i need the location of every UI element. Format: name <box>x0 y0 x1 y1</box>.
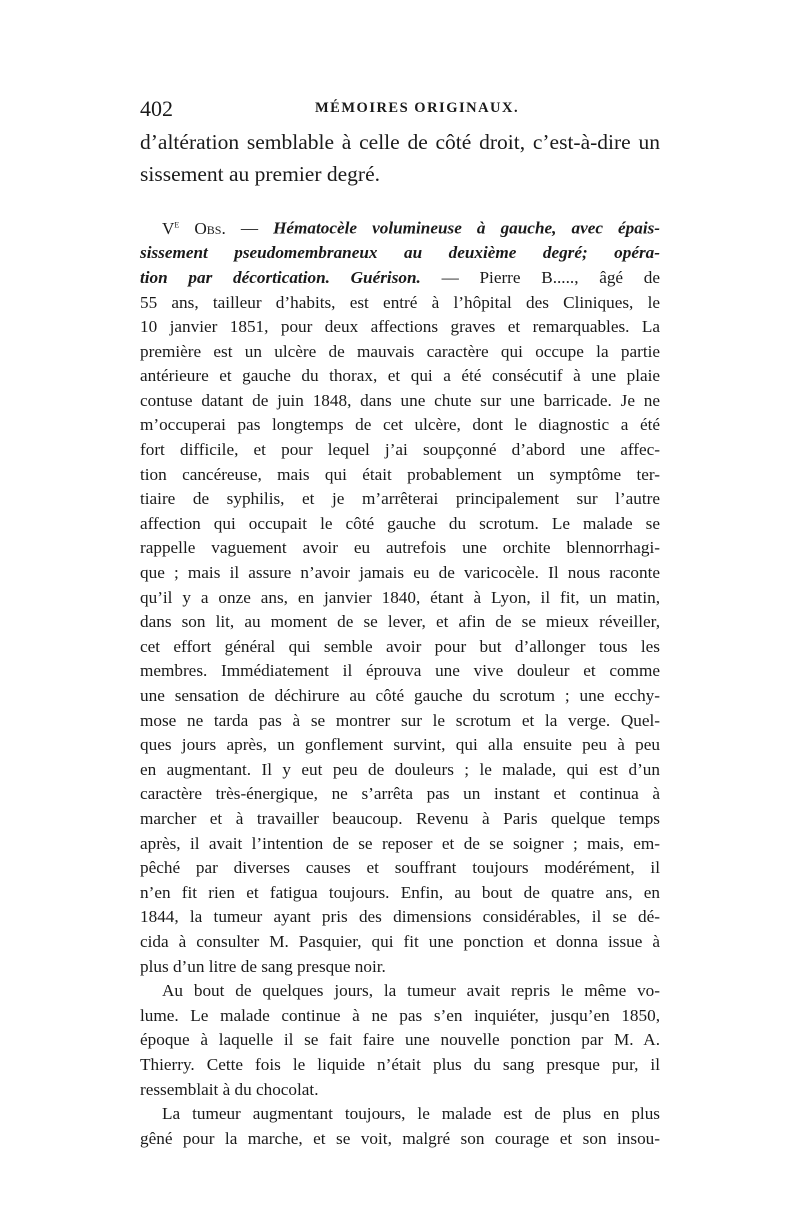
text-line: que ; mais il assure n’avoir jamais eu de varicocèle. Il nous raconte <box>140 563 660 583</box>
text-line: caractère très-énergique, ne s’arrêta pas un instant et continua à <box>140 784 660 804</box>
text-line: ques jours après, un gonflement survint, qui alla ensuite peu à peu <box>140 735 660 755</box>
running-title: MÉMOIRES ORIGINAUX. <box>315 100 520 116</box>
text-line: 10 janvier 1851, pour deux affections graves et remarquables. La <box>140 317 660 337</box>
observation-heading-line <box>140 241 660 266</box>
text-line: antérieure et gauche du thorax, et qui a été consécutif à une plaie <box>140 366 660 386</box>
observation-heading-line <box>140 266 660 291</box>
text-line: La tumeur augmentant toujours, le malade est de plus en plus <box>162 1104 660 1124</box>
text-line: 1844, la tumeur ayant pris des dimensions considérables, il se dé- <box>140 907 660 927</box>
text-line: m’occuperai pas longtemps de cet ulcère, dont le diagnostic a été <box>140 415 660 435</box>
text-line: une sensation de déchirure au côté gauche du scrotum ; une ecchy- <box>140 686 660 706</box>
text-line: membres. Immédiatement il éprouva une vive douleur et comme <box>140 661 660 681</box>
observation-dash: — <box>225 218 274 238</box>
observation-heading-line <box>140 212 660 241</box>
text-line: mose ne tarda pas à se montrer sur le scrotum et la verge. Quel- <box>140 710 660 730</box>
text-line: ressemblait à du chocolat. <box>140 1079 319 1099</box>
running-head <box>140 96 660 126</box>
text-line: lume. Le malade continue à ne pas s’en inquiéter, jusqu’en 1850, <box>140 1005 660 1025</box>
text-line: marcher et à travailler beaucoup. Revenu à Paris quelque temps <box>140 808 660 828</box>
text-line: cida à consulter M. Pasquier, qui fit une ponction et donna issue à <box>140 931 660 951</box>
text-line: dans son lit, au moment de se lever, et afin de se mieux réveiller, <box>140 612 660 632</box>
text-line: qu’il y a onze ans, en janvier 1840, étant à Lyon, il fit, un matin, <box>140 587 660 607</box>
text-line: Au bout de quelques jours, la tumeur avait repris le même vo- <box>162 981 660 1001</box>
text-line: pêché par diverses causes et souffrant toujours modérément, il <box>140 858 660 878</box>
page-number: 402 <box>140 96 173 121</box>
page <box>140 96 660 1151</box>
observation-body <box>140 212 660 1151</box>
text-line: époque à laquelle il se fait faire une nouvelle ponction par M. A. <box>140 1030 660 1050</box>
text-line: plus d’un litre de sang presque noir. <box>140 956 386 976</box>
text-line: tiaire de syphilis, et je m’arrêterai principalement sur l’autre <box>140 489 660 509</box>
text-line: affection qui occupait le côté gauche du scrotum. Le malade se <box>140 513 660 533</box>
text-line: première est un ulcère de mauvais caractère qui occupe la partie <box>140 341 660 361</box>
observation-title: sissement pseudomembraneux au deuxième degré; opéra- <box>140 243 660 263</box>
lead-line: d’altération semblable à celle de côté droit, c’est-à-dire un <box>140 130 660 154</box>
text-line: gêné pour la marche, et se voit, malgré son courage et son insou- <box>140 1128 660 1148</box>
lead-text <box>140 126 660 190</box>
text-line: n’en fit rien et fatigua toujours. Enfin, au bout de quatre ans, en <box>140 882 660 902</box>
observation-title: tion par décortication. Guérison. <box>140 267 421 287</box>
observation-patient: — Pierre B....., âgé de <box>420 267 661 287</box>
text-line: rappelle vaguement avoir eu autrefois une orchite blennorrhagi- <box>140 538 660 558</box>
text-line: après, il avait l’intention de se reposer et de se soigner ; mais, em- <box>140 833 660 853</box>
text-line: contuse datant de juin 1848, dans une chute sur une barricade. Je ne <box>140 390 660 410</box>
text-line: fort difficile, et pour lequel j’ai soupçonné d’abord une affec- <box>140 440 660 460</box>
observation-label: Ve Obs. <box>162 218 226 238</box>
text-line: en augmentant. Il y eut peu de douleurs ; le malade, qui est d’un <box>140 759 660 779</box>
text-line: cet effort général qui semble avoir pour but d’allonger tous les <box>140 636 660 656</box>
observation-title: Hématocèle volumineuse à gauche, avec épais- <box>273 218 661 238</box>
text-line: 55 ans, tailleur d’habits, est entré à l’hôpital des Cliniques, le <box>140 292 660 312</box>
lead-line: sissement au premier degré. <box>140 162 380 186</box>
text-line: Thierry. Cette fois le liquide n’était plus du sang presque pur, il <box>140 1054 660 1074</box>
text-line: tion cancéreuse, mais qui était probablement un symptôme ter- <box>140 464 660 484</box>
